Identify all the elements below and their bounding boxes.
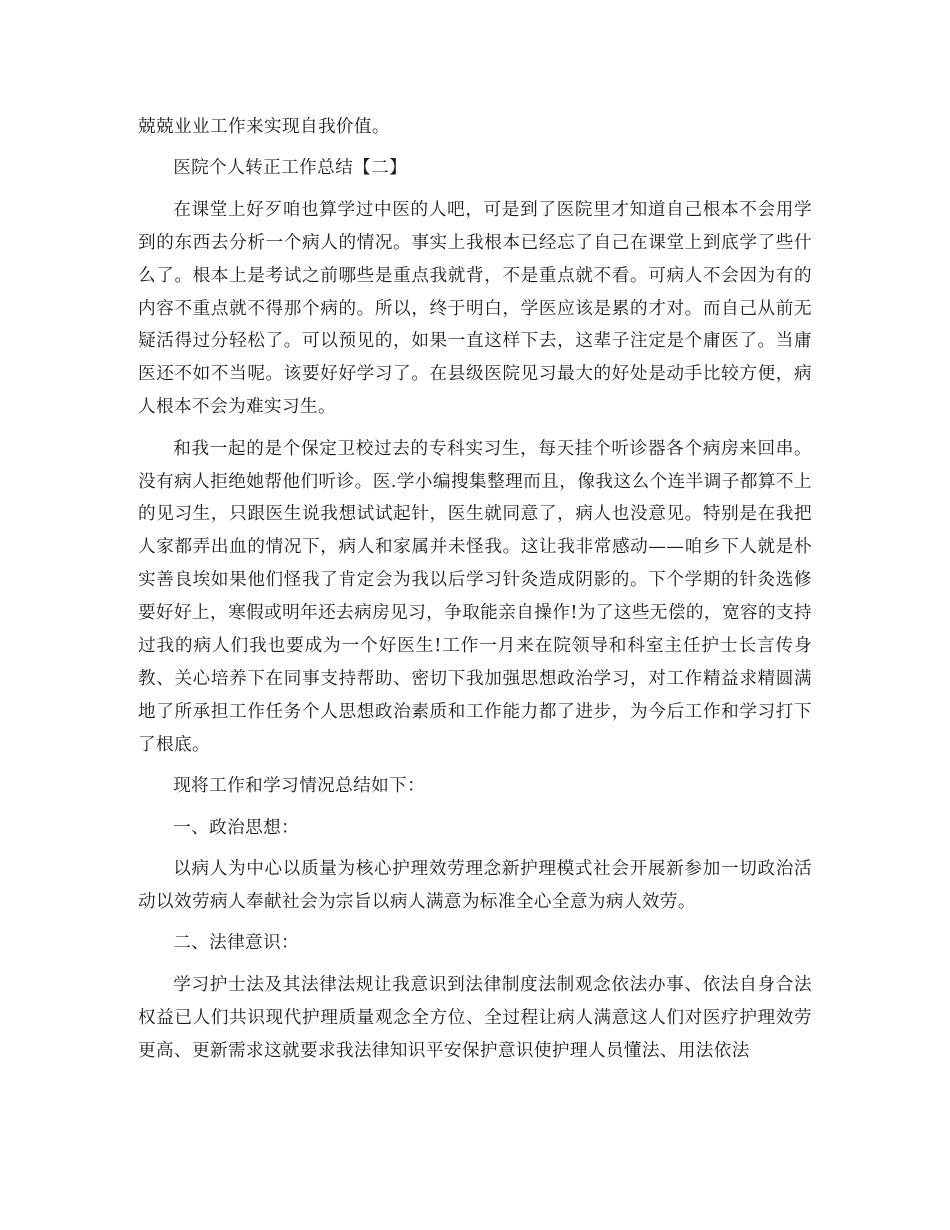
paragraph: 和我一起的是个保定卫校过去的专科实习生，每天挂个听诊器各个病房来回串。没有病人拒绝她帮他们听诊。医.学小编搜集整理而且，像我这么个连半调子都算不上的见习生，只跟医生说我想试试起针，医生就同意了，病人也没意见。特别是在我把人家都弄出血的情况下，病人和家属并未怪我。这让我非常感动——咱乡下人就是朴实善良埃如果他们怪我了肯定会为我以后学习针灸造成阴影的。下个学期的针灸选修要好好上，寒假或明年还去病房见习，争取能亲自操作!为了这些无偿的，宽容的支持过我的病人们我也要成为一个好医生!工作一月来在院领导和科室主任护士长言传身教、关心培养下在同事支持帮助、密切下我加强思想政治学习，对工作精益求精圆满地了所承担工作任务个人思想政治素质和工作能力都了进步，为今后工作和学习打下了根底。 — [138, 438, 812, 755]
document-body — [138, 111, 812, 1076]
paragraph: 现将工作和学习情况总结如下： — [173, 776, 426, 797]
subheading-law: 二、法律意识： — [173, 933, 300, 954]
section-heading: 医院个人转正工作总结【二】 — [173, 158, 408, 179]
paragraph-continuation: 兢兢业业工作来实现自我价值。 — [138, 117, 390, 137]
paragraph: 以病人为中心以质量为核心护理效劳理念新护理模式社会开展新参加一切政治活动以效劳病人奉献社会为宗旨以病人满意为标准全心全意为病人效劳。 — [138, 859, 812, 912]
paragraph: 在课堂上好歹咱也算学过中医的人吧，可是到了医院里才知道自己根本不会用学到的东西去分析一个病人的情况。事实上我根本已经忘了自己在课堂上到底学了些什么了。根本上是考试之前哪些是重点我就背，不是重点就不看。可病人不会因为有的内容不重点就不得那个病的。所以，终于明白，学医应该是累的才对。而自己从前无疑活得过分轻松了。可以预见的，如果一直这样下去，这辈子注定是个庸医了。当庸医还不如不当呢。该要好好学习了。在县级医院见习最大的好处是动手比较方便，病人根本不会为难实习生。 — [138, 199, 812, 418]
paragraph: 学习护士法及其法律法规让我意识到法律制度法制观念依法办事、依法自身合法权益已人们共识现代护理质量观念全方位、全过程让病人满意这人们对医疗护理效劳更高、更新需求这就要求我法律知识平安保护意识使护理人员懂法、用法依法 — [138, 974, 812, 1061]
subheading-politics: 一、政治思想： — [173, 817, 300, 838]
